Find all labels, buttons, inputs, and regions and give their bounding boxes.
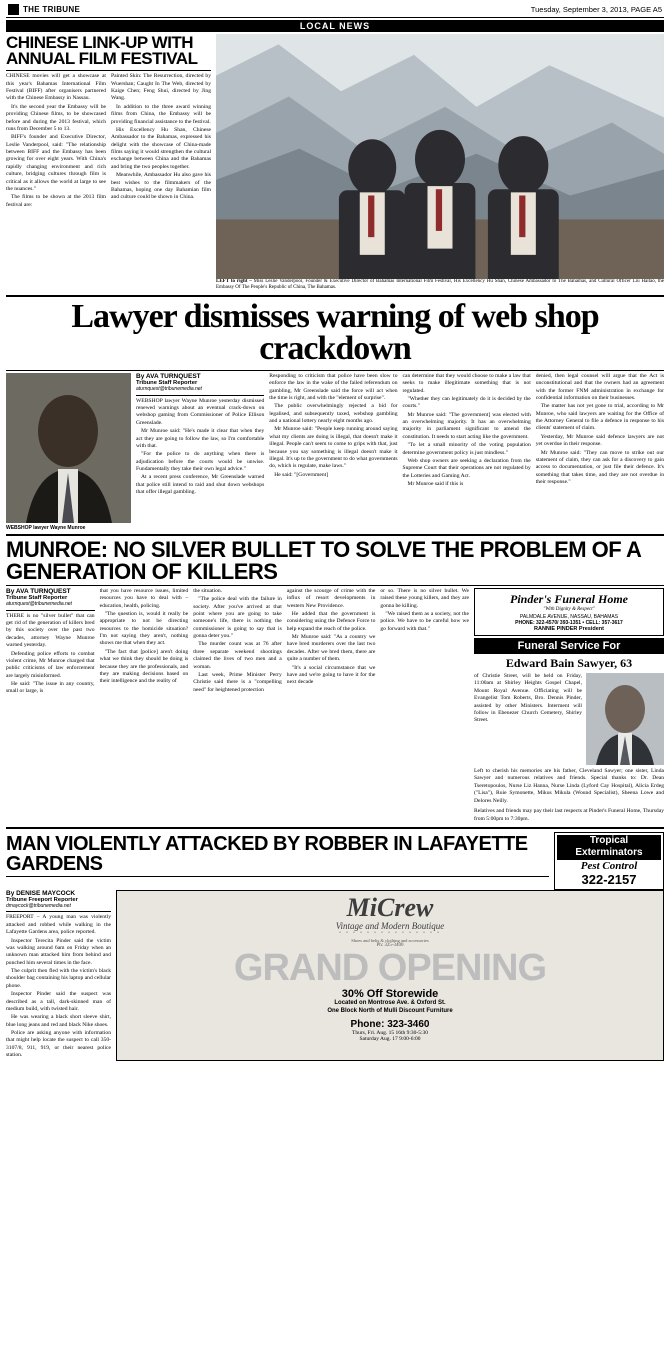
story1-photo — [216, 34, 664, 279]
tropical-line1: Tropical — [557, 835, 661, 848]
masthead-date: Tuesday, September 3, 2013, PAGE A5 — [530, 5, 662, 14]
tropical-exterminators-ad[interactable] — [554, 832, 664, 890]
funeral-home-phone: PHONE: 322-4570/ 393-1351 • CELL: 357-3617 — [515, 619, 623, 626]
story3-column-4: against the scourge of crime with the influx of resort developments in western New Providence. He added that the government is considering using the Defence Force to help expand the reach of the police. Mr Munroe said: "As a country we have bred murderers over the last two decades. After we bred them, there are quite a number of them. "It's a social circumstance that we have and we're going to have it for the next decade — [286, 587, 376, 686]
story-chinese-film-festival — [6, 34, 664, 292]
story4-headline: MAN VIOLENTLY ATTACKED BY ROBBER IN LAFAYETTE GARDENS — [6, 832, 528, 875]
caption-lead: LEFT to right – — [216, 279, 252, 284]
story1-headline: CHINESE LINK-UP WITH ANNUAL FILM FESTIVAL — [6, 33, 198, 69]
story2-column-4: denied, then legal counsel will argue that the Act is unconstitutional and that the owners had an agreement with the former FNM administration in exchange for confidential information on their businesses. The matter has not yet gone to trial, according to Mr Munroe, who said lawyers are waiting for the Office of the Attorney General to file a defence in response to his clients' statement of claim. Yesterday, Mr Munroe said defence lawyers are not yet overdue in their response. Mr Munroe said: "They can move to strike out our statement of claim, they can ask for a discovery to gain access to documentation, or just file their defence. It's something that takes time, and they are not overdue in their response." — [535, 372, 664, 485]
story2-column-1: WEBSHOP lawyer Wayne Munroe yesterday dismissed renewed warnings about an eventual crack-down on webshop gaming from Commissioner of Police Ellison Greenslade. Mr Munroe said: "He's made it clear that when they act they are going to follow the law, so I'm comfortable with that. "For the police to do anything when there is adjudication before the courts would be unwise. Fundamentally they take their own legal advice." At a recent press conference, Mr Greenslade warned that police still intend to raid and shut down webshops that offer illegal gambling. — [136, 397, 265, 496]
story2-photo — [6, 373, 131, 523]
section-banner: LOCAL NEWS — [6, 20, 664, 32]
publication-title: THE TRIBUNE — [23, 5, 81, 14]
funeral-home-address: PALMDALE AVENUE, NASSAU, BAHAMAS — [519, 613, 619, 620]
tropical-line3: Pest Control — [580, 859, 638, 872]
pinder-header — [474, 588, 664, 636]
story2-byline: By AVA TURNQUEST Tribune Staff Reporter aturnquest@tribunemedia.net — [136, 372, 202, 392]
micrew-phone[interactable]: Phone: 323-3460 — [350, 1018, 430, 1030]
tribune-logo-icon — [8, 4, 19, 15]
story2-photo-caption: WEBSHOP lawyer Wayne Munroe — [6, 524, 86, 531]
micrew-sub: Shoes and belts & clothing and accessories — [351, 937, 429, 943]
deceased-name: Edward Bain Sawyer, 63 — [505, 655, 633, 670]
story2-column-3: can determine that they would choose to make a law that seeks to make illegitimate something that is not regulated. "Whether they can legitimately do it is decided by the courts." Mr Munroe said: "The government] was elected with an overwhelming majority. It has an overwhelming majority in parliament significant to amend the constitution. It needs to start acting like the government. "To let a small minority of the voting population determine government policy is just mindless." Web shop owners are seeking a declaration from the Supreme Court that their operations are not regulated by the Lotteries and Gaming Act. Mr Munroe said if this is — [402, 372, 531, 487]
story-webshop-lawyer — [6, 373, 664, 531]
funeral-home-slogan: "With Dignity & Respect" — [543, 606, 595, 612]
story1-column-2: Painted Skin: The Resurrection, directed by Wuershan; Caught In The Web, directed by Kaige Chen; Feng Shui, directed by Jing Wang. In addition to the three award winning films from China, the Embassy will be providing financial assistance to the festival. His Excellency Hu Shan, Chinese Ambassador to the Bahamas, expressed his delight with the showcase of China-made films saying it would strengthen the cultural exchange between China and the Bahamas and bring the two peoples together. Meanwhile, Ambassador Hu also gave his best wishes to the filmmakers of the Bahamas, hoping one day Bahamian film and culture could be shown in China. — [111, 73, 211, 201]
masthead-left — [8, 4, 80, 15]
funeral-service-bar: Funeral Service For — [474, 638, 664, 654]
deceased-photo — [586, 673, 664, 765]
funeral-home-ad — [474, 588, 664, 824]
photo-artwork — [216, 34, 664, 279]
story1-column-1: CHINESE movies will get a showcase at this year's Bahamas International Film Festival (BIFF) after organisers partnered with the Chinese Embassy in Nassau. It's the second year the Embassy will be providing Chinese films, to be showcased before and during the 2013 festival, which runs from December 5 to 13. BIFF's founder and Executive Director, Leslie Vanderpool, said: "The relationship between BIFF and the Embassy has been growing for over eight years. With China's rapidly changing environment and rich culture, bridging cultures through film is critical as it allows the world at large to see the nuances." The films to be shown at the 2013 film festival are: — [6, 73, 106, 208]
story3-column-2: that you have resource issues, limited resources you have to deal with – education, health, policing. "The question is, would it really be appropriate to not be directing resources to the homicide situation? I'm not saying they aren't, nothing shows me that when they act. "The fact that [police] aren't doing what we think they should be doing is because they are the professionals, and they are making decisions based on their intelligence and the reality of — [99, 587, 189, 685]
story2-column-2: Responding to criticism that police have been slow to enforce the law in the wake of the failed referendum on gambling, Mr Greenslade said the force will act when the time is right, and with the "element of surprise". The public overwhelmingly rejected a bid for legalised, and subsequently taxed, webshop gambling and a national lottery nearly eight months ago. Mr Munroe said: "People keep running around saying what my clients are doing is illegal, that doesn't make it illegal. People can't seem to come to grips with that, just because you say something is illegal doesn't make it illegal. It's up to the government to do what governments do, which is regulate, make laws." He said: "[Government] — [269, 372, 398, 478]
micrew-boutique-ad[interactable] — [116, 890, 664, 1061]
deceased-portrait-artwork — [586, 673, 664, 765]
story4-column-1: FREEPORT – A young man was violently attacked and robbed while walking in the Lafayette Gardens area, police reported. Inspector Terecita Pinder said the victim was walking around 6am on Friday when an unknown man attacked him from behind and punched him several times in the face. The culprit then fled with the victim's black shoulder bag containing his laptop and cellular phone. Inspector Pinder said the suspect was described as a tall, dark-skinned man of medium build, with twisted hair. He was wearing a black short sleeve shirt, blue long jeans and red and black Nike shoes. Police are asking anyone with information that might help locate the suspect to call 350-3107/8, 911, 919, or their nearest police station. — [6, 914, 111, 1059]
micrew-hours1: Thurs, Fri. Aug. 15 16th 9:30-5:30 — [351, 1029, 429, 1036]
portrait-artwork — [6, 373, 131, 523]
story3-byline: By AVA TURNQUEST Tribune Staff Reporter aturnquest@tribunemedia.net — [6, 587, 72, 607]
obituary-detail: of Christie Street, will be held on Friday, 11:00am at Shirley Heights Gospel Chapel, Mount Royal Avenue. Officiating will be Evangelist Tom Roberts, Bro. Dennis Pinder, assisted by other Ministers. Interment will follow in Ebenezer Church Cemetery, Shirley Street. — [474, 672, 582, 724]
funeral-home-name: Pinder's Funeral Home — [509, 591, 628, 606]
micrew-grand-opening: GRAND OPENING — [233, 946, 547, 989]
story1-caption: LEFT to right – Miss Leslie Vanderpool, Founder & Executive Director of Bahamas International Film Festival, His Excellency Hu Shan, Chinese Ambassador to The Bahamas, and Cultural Officer Liu Haitao, the Embassy Of The People's Republic of China, The Bahamas. — [216, 279, 664, 291]
micrew-phone-small: Ph: 325-3400 — [376, 942, 404, 948]
micrew-offer: 30% Off Storewide — [341, 988, 439, 1001]
micrew-tagline: Vintage and Modern Boutique — [335, 920, 445, 931]
story-munroe-killers — [6, 588, 664, 824]
funeral-home-president: RANNIE PINDER President — [534, 625, 604, 632]
tropical-phone[interactable]: 322-2157 — [581, 871, 637, 887]
micrew-location2: One Block North of Mulli Discount Furniture — [327, 1007, 453, 1014]
obituary-survivors: Left to cherish his memories are his father, Cleveland Sawyer; one sister, Linda Sawyer and numerous relatives and friends. Special thanks to: Dr. Dean Tseretopoulos, Nurse Liz Hanna, Nurse Linda (Lyford Cay Hospital), Alicia Erdeg ("Lisa"), Ruie Symonette, Mikus Mikula (Wound Specialist), Sheena Lowe and Delores Neilly. — [474, 767, 665, 804]
story3-column-1: THERE is no "silver bullet" that can get rid of the generation of killers bred by this society over the past two decades, attorney Wayne Munroe warned yesterday. Defending police efforts to combat violent crime, Mr Munroe charged that public criticisms of law enforcement are largely misinformed. He said: "The issue in any country, small or large, is — [6, 612, 95, 695]
obituary-viewing: Relatives and friends may pay their last respects at Pinder's Funeral Home, Thursday from 5:00pm to 7:30pm. — [474, 808, 664, 823]
masthead — [6, 4, 664, 18]
story3-headline: MUNROE: NO SILVER BULLET TO SOLVE THE PROBLEM OF A GENERATION OF KILLERS — [6, 536, 641, 584]
micrew-divider: • • • • • • • • • • • • • • • — [339, 930, 441, 936]
micrew-hours2: Saturday Aug. 17 9:00-6:00 — [359, 1035, 421, 1042]
micrew-location: Located on Montrose Ave. & Oxford St. — [334, 1000, 446, 1007]
story-lafayette-robbery — [6, 890, 664, 1061]
micrew-brand: MiCrew — [346, 892, 434, 922]
story3-column-5: or so. There is no silver bullet. We raised these young killers, and they are gonna be killing. "We raised them as a society, not the police. We have to be careful how we go forward with that." — [380, 587, 469, 632]
tropical-line2: Exterminators — [557, 847, 661, 860]
story2-headline: Lawyer dismisses warning of web shop crackdown — [71, 297, 599, 368]
story3-column-3: the situation. "The police deal with the failure in society. After you've arrived at that point where you are going to take someone's life, there is nothing the commissioner is going to say that is gonna deter you." The murder count was at 76 after three separate weekend shootings claimed the lives of two men and a woman. Last week, Prime Minister Perry Christie said there is a "compelling need" for heightened protection — [193, 587, 282, 693]
story4-byline: By DENISE MAYCOCK Tribune Freeport Reporter dmaycock@tribunemedia.net — [6, 889, 78, 909]
